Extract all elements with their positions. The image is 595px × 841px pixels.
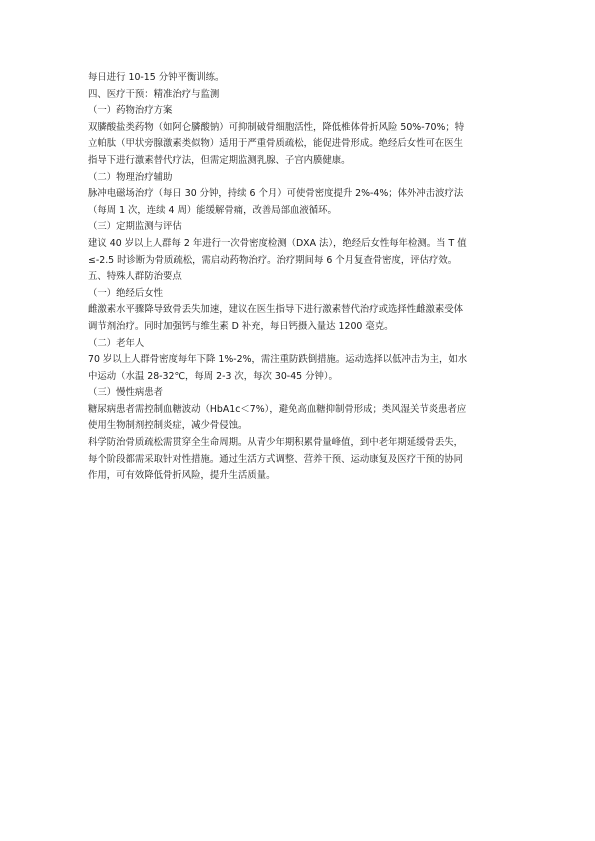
text-line: 指导下进行激素替代疗法，但需定期监测乳腺、子宫内膜健康。 [88, 154, 351, 166]
section-heading: 四、医疗干预：精准治疗与监测 [88, 88, 220, 100]
text-line: 糖尿病患者需控制血糖波动（HbA1c＜7%），避免高血糖抑制骨形成；类风湿关节炎患者应 [88, 403, 467, 415]
text-line: 中运动（水温 28-32℃，每周 2-3 次，每次 30-45 分钟）。 [88, 370, 338, 382]
section-heading: 五、特殊人群防治要点 [88, 271, 182, 283]
text-line: 科学防治骨质疏松需贯穿全生命周期。从青少年期积累骨量峰值，到中老年期延缓骨丢失， [88, 437, 464, 449]
subsection-heading: （三）定期监测与评估 [88, 221, 182, 233]
text-line: 雌激素水平骤降导致骨丢失加速，建议在医生指导下进行激素替代治疗或选择性雌激素受体 [88, 304, 464, 316]
text-line: （每周 1 次，连续 4 周）能缓解骨痛，改善局部血液循环。 [88, 204, 337, 216]
text-line: 每个阶段都需采取针对性措施。通过生活方式调整、营养干预、运动康复及医疗干预的协同 [88, 453, 464, 465]
subsection-heading: （二）物理治疗辅助 [88, 171, 173, 183]
text-line: ≤-2.5 时诊断为骨质疏松，需启动药物治疗。治疗期间每 6 个月复查骨密度，评估疗效。 [88, 254, 458, 266]
text-line: 双膦酸盐类药物（如阿仑膦酸钠）可抑制破骨细胞活性，降低椎体骨折风险 50%-70%；特 [88, 121, 465, 133]
text-line: 脉冲电磁场治疗（每日 30 分钟，持续 6 个月）可使骨密度提升 2%-4%；体外冲击波疗法 [88, 188, 464, 200]
subsection-heading: （一）绝经后女性 [88, 287, 164, 299]
text-line: 作用，可有效降低骨折风险，提升生活质量。 [88, 470, 276, 482]
text-line: 调节剂治疗。同时加强钙与维生素 D 补充，每日钙摄入量达 1200 毫克。 [88, 320, 394, 332]
subsection-heading: （三）慢性病患者 [88, 387, 164, 399]
subsection-heading: （二）老年人 [88, 337, 145, 349]
text-line: 使用生物制剂控制炎症，减少骨侵蚀。 [88, 420, 248, 432]
text-line: 70 岁以上人群骨密度每年下降 1%-2%，需注重防跌倒措施。运动选择以低冲击为主，如水 [88, 354, 468, 366]
text-line: 立帕肽（甲状旁腺激素类似物）适用于严重骨质疏松，能促进骨形成。绝经后女性可在医生 [88, 138, 464, 150]
text-line: 每日进行 10-15 分钟平衡训练。 [88, 72, 225, 83]
text-line: 建议 40 岁以上人群每 2 年进行一次骨密度检测（DXA 法），绝经后女性每年检测。当 T 值 [88, 237, 467, 249]
subsection-heading: （一）药物治疗方案 [88, 105, 173, 117]
